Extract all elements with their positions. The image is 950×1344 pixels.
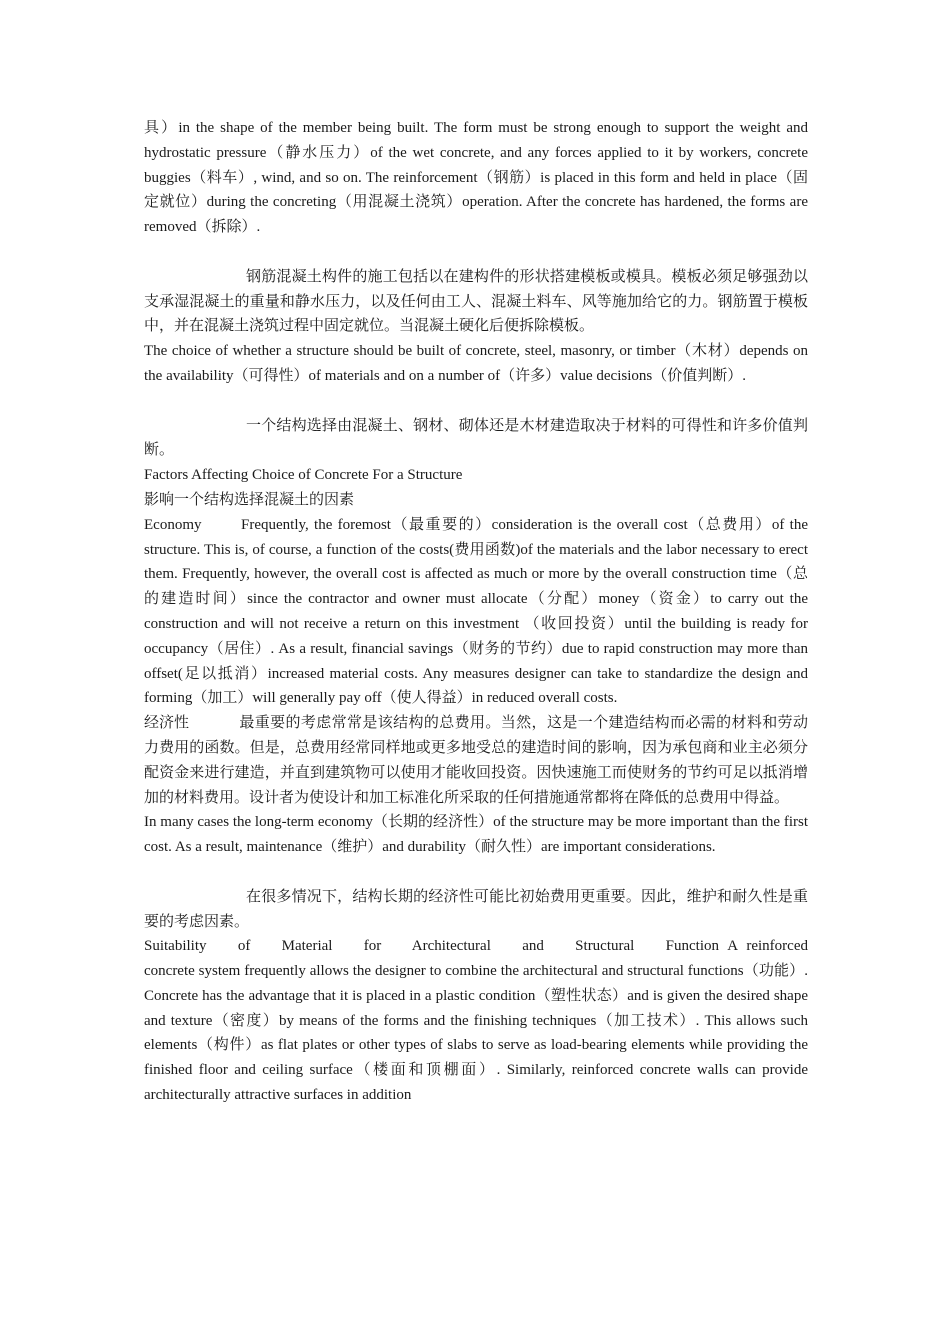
paragraph-gap: [144, 389, 808, 414]
section-heading-en: Factors Affecting Choice of Concrete For a Structure: [144, 467, 463, 484]
paragraph-gap: [144, 860, 808, 885]
suitability-text: A reinforced concrete system frequently allows the designer to combine the architectural and structural functions（功能）. Concrete has the advantage that it is placed in a plastic condition（塑性状态）and is given the desired shape and texture（密度）by means of the forms and the finishing techniques（加工技术）. This allows such elements（构件）as flat plates or other types of slabs to serve as load-bearing elements while providing the finished floor and ceiling surface（楼面和顶棚面）. Similarly, reinforced concrete walls can provide architecturally attractive surfaces in addition: [144, 938, 808, 1104]
paragraph-formwork-en: 具）in the shape of the member being built. The form must be strong enough to support the weight and hydrostatic pressure（静水压力）of the wet concrete, and any forces applied to it by workers, concrete buggies（料车）, wind, and so on. The reinforcement（钢筋）is placed in this form and held in place（固定就位）during the concreting（用混凝土浇筑）operation. After the concrete has hardened, the forms are removed（拆除）.: [144, 120, 808, 236]
economy-label: Economy: [144, 516, 202, 533]
paragraph-suitability-en: [144, 934, 808, 1108]
economy-text-zh: 最重要的考虑常常是该结构的总费用。当然，这是一个建造结构而必需的材料和劳动力费用的函数。但是，总费用经常同样地或更多地受总的建造时间的影响，因为承包商和业主必须分配资金来进行建造，并直到建筑物可以使用才能收回投资。因快速施工而使财务的节约可足以抵消增加的材料费用。设计者为使设计和加工标准化所采取的任何措施通常都将在降低的总费用中得益。: [144, 715, 808, 806]
document-page: [144, 116, 808, 1108]
economy-label-zh: 经济性: [144, 715, 190, 732]
paragraph-economy-en: [144, 513, 808, 711]
paragraph-economy-zh: [144, 711, 808, 810]
paragraph-formwork-zh: 钢筋混凝土构件的施工包括以在建构件的形状搭建模板或模具。模板必须足够强劲以支承湿混凝土的重量和静水压力，以及任何由工人、混凝土料车、风等施加给它的力。钢筋置于模板中，并在混凝土浇筑过程中固定就位。当混凝土硬化后便拆除模板。: [144, 268, 808, 335]
paragraph-long-term-en: In many cases the long-term economy（长期的经济性）of the structure may be more important than the first cost. As a result, maintenance（维护）and durability（耐久性）are important considerations.: [144, 814, 808, 856]
paragraph-choice-en: The choice of whether a structure should be built of concrete, steel, masonry, or timber（木材）depends on the availability（可得性）of materials and on a number of（许多）value decisions（价值判断）.: [144, 343, 808, 384]
paragraph-gap: [144, 240, 808, 265]
section-heading-zh: 影响一个结构选择混凝土的因素: [144, 491, 355, 508]
economy-text: Frequently, the foremost（最重要的）consideration is the overall cost（总费用）of the structure. This is, of course, a function of the costs(费用函数)of the materials and the labor necessary to erect them. Frequently, however, the overall cost is affected as much or more by the overall construction time（总的建造时间）since the contractor and owner must allocate（分配）money（资金）to carry out the construction and will not receive a return on this investment （收回投资）until the building is ready for occupancy（居住）. As a result, financial savings（财务的节约）due to rapid construction may more than offset(足以抵消）increased material costs. Any measures designer can take to standardize the design and forming（加工）will generally pay off（使人得益）in reduced overall costs.: [144, 516, 808, 707]
paragraph-long-term-zh: 在很多情况下，结构长期的经济性可能比初始费用更重要。因此，维护和耐久性是重要的考虑因素。: [144, 888, 808, 930]
paragraph-choice-zh: 一个结构选择由混凝土、钢材、砌体还是木材建造取决于材料的可得性和许多价值判断。: [144, 417, 808, 459]
suitability-heading: Suitability of Material for Architectural and Structural Function: [144, 938, 719, 955]
